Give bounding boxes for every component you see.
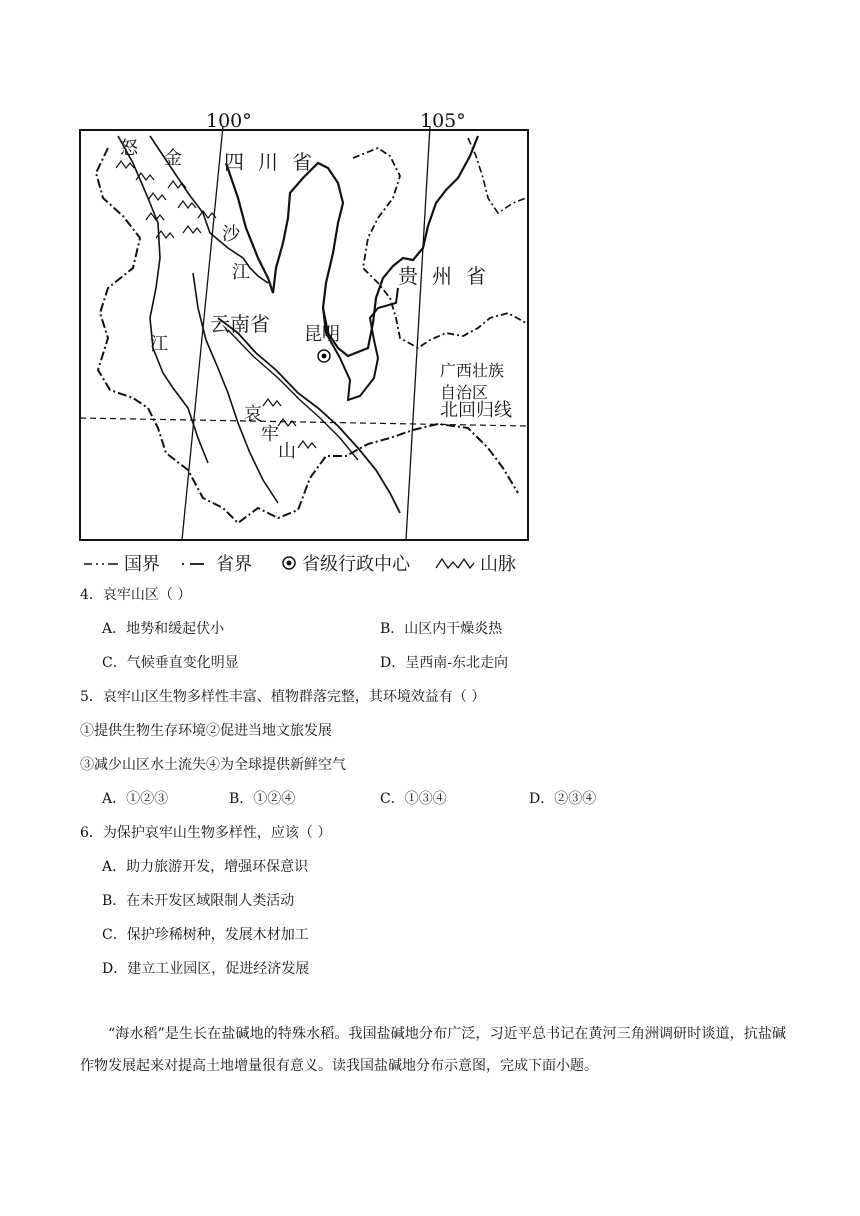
- label-yunnan: 云南省: [210, 312, 270, 336]
- question-6-option-b: B．在未开发区域限制人类活动: [102, 893, 295, 909]
- longitude-label-105: 105°: [420, 110, 466, 132]
- label-kunming: 昆明: [304, 324, 340, 345]
- label-tropic-of-cancer: 北回归线: [440, 400, 512, 421]
- kunming-capital-symbol: [318, 350, 330, 362]
- label-sichuan: 四川省: [224, 150, 326, 174]
- question-5-stem: 5．哀牢山区生物多样性丰富、植物群落完整，其环境效益有（ ）: [80, 689, 486, 705]
- label-guizhou: 贵州省: [398, 264, 500, 288]
- legend-provincial-border: 省界: [216, 554, 252, 575]
- question-4-stem: 4．哀牢山区（ ）: [80, 587, 192, 603]
- label-jiang-river-1: 江: [232, 262, 250, 283]
- yunnan-map-figure: [78, 108, 538, 578]
- question-5-statement-1: ①提供生物生存环境②促进当地文旅发展: [80, 723, 332, 739]
- label-jin-river: 金: [164, 148, 182, 169]
- label-ai: 哀: [244, 404, 262, 425]
- legend-provincial-border-symbol: [178, 554, 214, 574]
- question-5-option-c: C．①③④: [380, 791, 447, 807]
- province-border-northeast: [468, 138, 526, 213]
- question-5-option-a: A．①②③: [102, 791, 169, 807]
- label-lao: 牢: [261, 424, 279, 445]
- question-4-option-c: C．气候垂直变化明显: [102, 655, 239, 671]
- label-jiang-river-2: 江: [150, 334, 168, 355]
- question-4-option-b: B．山区内干燥炎热: [380, 621, 503, 637]
- legend-capital-symbol: [280, 552, 300, 572]
- label-nu-river: 怒: [120, 138, 138, 159]
- question-5-option-d: D．②③④: [529, 791, 597, 807]
- label-shan: 山: [278, 441, 296, 462]
- legend-capital: 省级行政中心: [302, 554, 410, 575]
- label-sha-river: 沙: [222, 224, 240, 245]
- legend-mountain-symbol: [434, 552, 478, 572]
- label-guangxi-line1: 广西壮族: [440, 361, 505, 380]
- question-5-option-b: B．①②④: [229, 791, 296, 807]
- longitude-label-100: 100°: [206, 110, 252, 132]
- question-4-option-a: A．地势和缓起伏小: [102, 621, 225, 637]
- label-guangxi-line2: 自治区: [440, 383, 489, 402]
- legend-national-border: 国界: [124, 554, 160, 575]
- longitude-line-105: [406, 126, 430, 540]
- province-border-guizhou: [353, 148, 526, 348]
- question-4-option-d: D．呈西南-东北走向: [380, 655, 508, 671]
- question-6-option-c: C．保护珍稀树种，发展木材加工: [102, 927, 309, 943]
- question-6-option-d: D．建立工业园区，促进经济发展: [102, 961, 310, 977]
- passage-text: “海水稻”是生长在盐碱地的特殊水稻。我国盐碱地分布广泛，习近平总书记在黄河三角洲调研时谈道，抗盐碱作物发展起来对提高土地增量很有意义。读我国盐碱地分布示意图，完成下面小题。: [80, 1026, 786, 1074]
- question-6-stem: 6．为保护哀牢山生物多样性，应该（ ）: [80, 825, 332, 841]
- legend-mountain: 山脉: [480, 554, 516, 575]
- legend-national-border-symbol: [82, 554, 122, 574]
- lancang-river: [193, 273, 278, 503]
- question-6-option-a: A．助力旅游开发，增强环保意识: [102, 859, 309, 875]
- map-legend: [78, 548, 538, 574]
- question-5-statement-2: ③减少山区水土流失④为全球提供新鲜空气: [80, 757, 346, 773]
